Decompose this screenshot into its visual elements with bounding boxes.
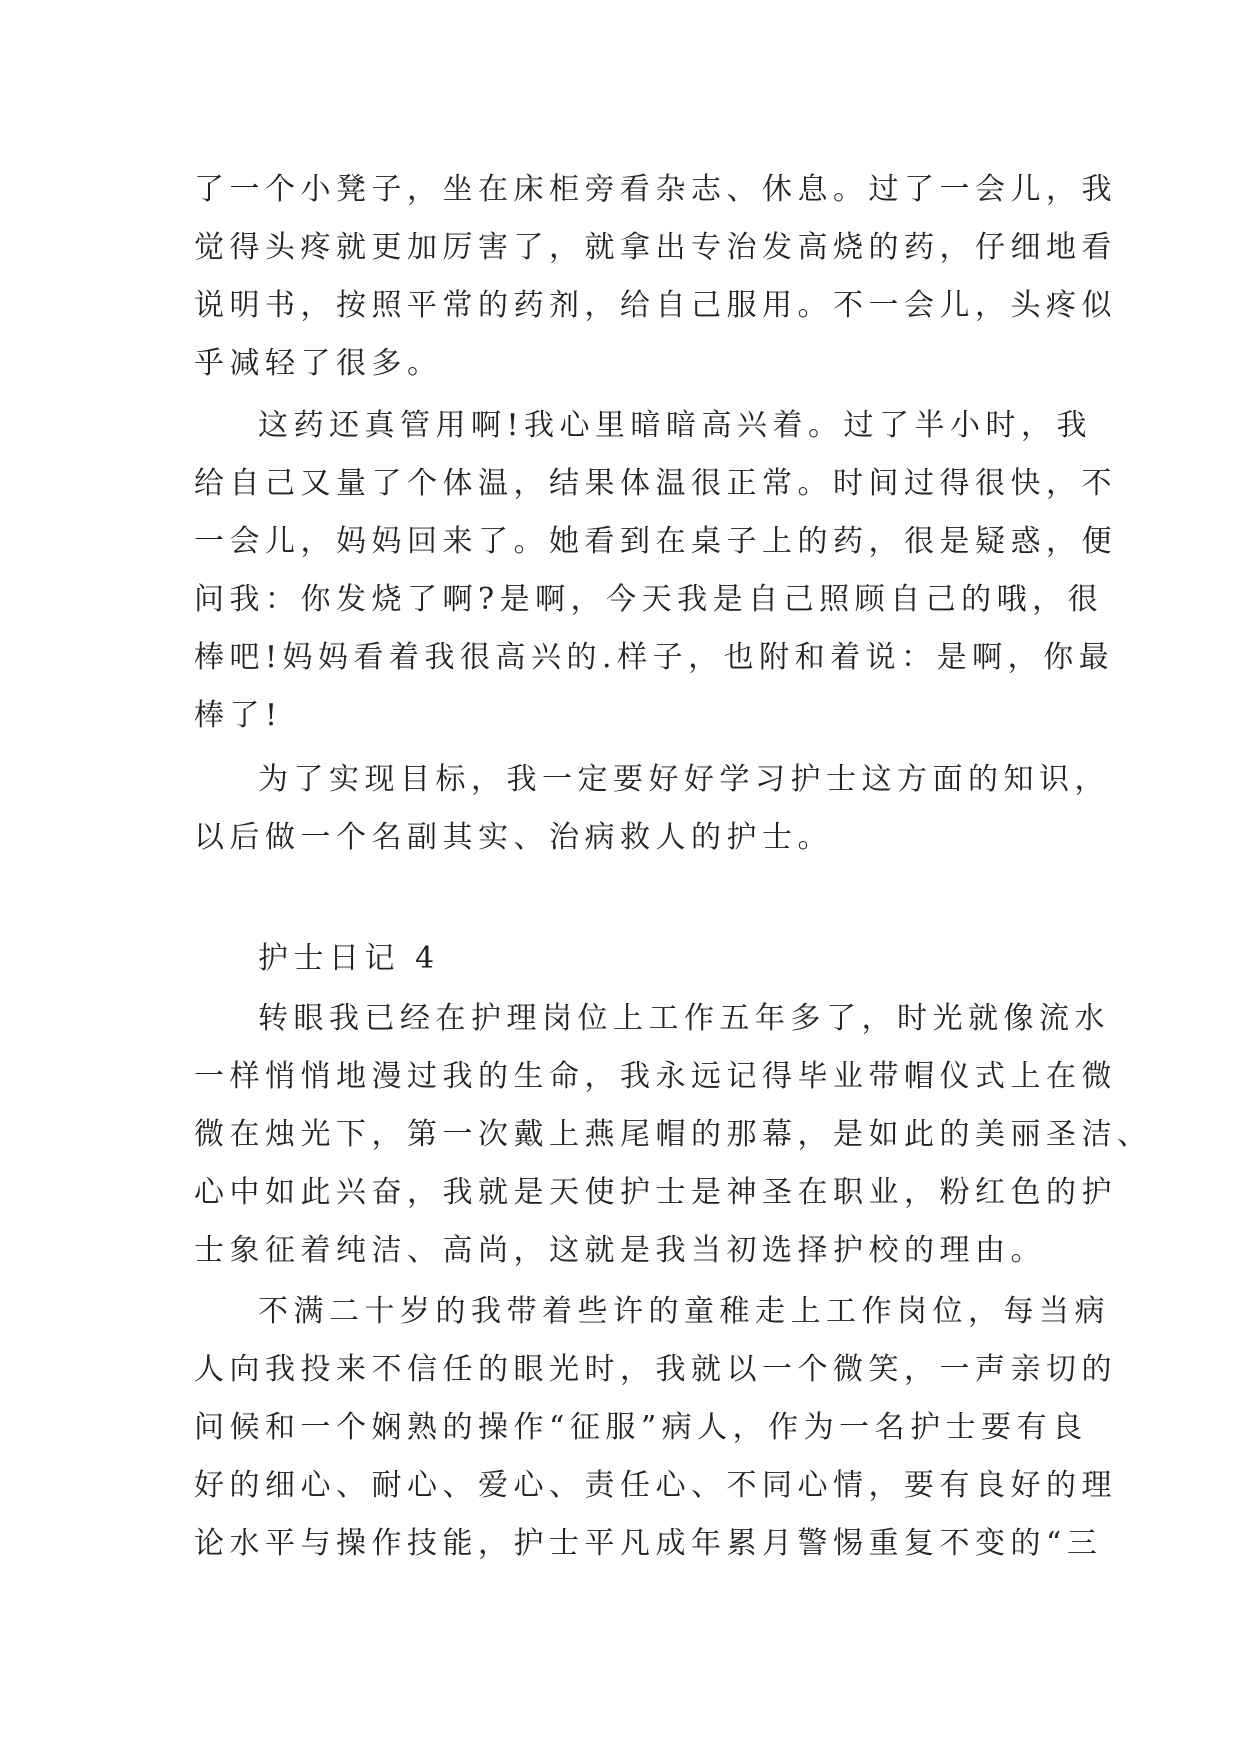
paragraph-line: 觉得头疼就更加厉害了，就拿出专治发高烧的药，仔细地看 <box>194 230 1117 265</box>
paragraph-2 <box>194 397 1117 745</box>
paragraph-5 <box>194 1283 1117 1573</box>
paragraph-line: 一样悄悄地漫过我的生命，我永远记得毕业带帽仪式上在微 <box>194 1059 1117 1094</box>
paragraph-line: 论水平与操作技能，护士平凡成年累月警惕重复不变的“三 <box>194 1526 1103 1561</box>
paragraph-line: 给自己又量了个体温，结果体温很正常。时间过得很快，不 <box>194 466 1117 501</box>
paragraph-line: 问我：你发烧了啊?是啊，今天我是自己照顾自己的哦，很 <box>194 582 1104 617</box>
paragraph-line: 棒了! <box>194 698 283 733</box>
paragraph-3 <box>194 751 1110 867</box>
paragraph-line: 这药还真管用啊!我心里暗暗高兴着。过了半小时，我 <box>258 408 1093 443</box>
paragraph-line: 说明书，按照平常的药剂，给自己服用。不一会儿，头疼似 <box>194 288 1117 323</box>
paragraph-line: 棒吧!妈妈看着我很高兴的.样子，也附和着说：是啊，你最 <box>194 640 1115 675</box>
paragraph-4 <box>194 990 1153 1280</box>
section-heading: 护士日记 4 <box>258 941 440 976</box>
paragraph-line: 心中如此兴奋，我就是天使护士是神圣在职业，粉红色的护 <box>194 1175 1117 1210</box>
paragraph-line: 问候和一个娴熟的操作“征服”病人，作为一名护士要有良 <box>194 1410 1088 1445</box>
paragraph-line: 士象征着纯洁、高尚，这就是我当初选择护校的理由。 <box>194 1233 1046 1268</box>
paragraph-line: 好的细心、耐心、爱心、责任心、不同心情，要有良好的理 <box>194 1468 1117 1503</box>
paragraph-1 <box>194 161 1117 393</box>
paragraph-line: 以后做一个名副其实、治病救人的护士。 <box>194 820 833 855</box>
paragraph-line: 微在烛光下，第一次戴上燕尾帽的那幕，是如此的美丽圣洁、 <box>194 1117 1153 1152</box>
paragraph-line: 乎减轻了很多。 <box>194 346 443 381</box>
paragraph-line: 人向我投来不信任的眼光时，我就以一个微笑，一声亲切的 <box>194 1352 1117 1387</box>
paragraph-line: 了一个小凳子，坐在床柜旁看杂志、休息。过了一会儿，我 <box>194 172 1117 207</box>
paragraph-line: 不满二十岁的我带着些许的童稚走上工作岗位，每当病 <box>258 1294 1110 1329</box>
paragraph-line: 为了实现目标，我一定要好好学习护士这方面的知识， <box>258 762 1110 797</box>
paragraph-line: 转眼我已经在护理岗位上工作五年多了，时光就像流水 <box>258 1001 1110 1036</box>
paragraph-line: 一会儿，妈妈回来了。她看到在桌子上的药，很是疑惑，便 <box>194 524 1117 559</box>
